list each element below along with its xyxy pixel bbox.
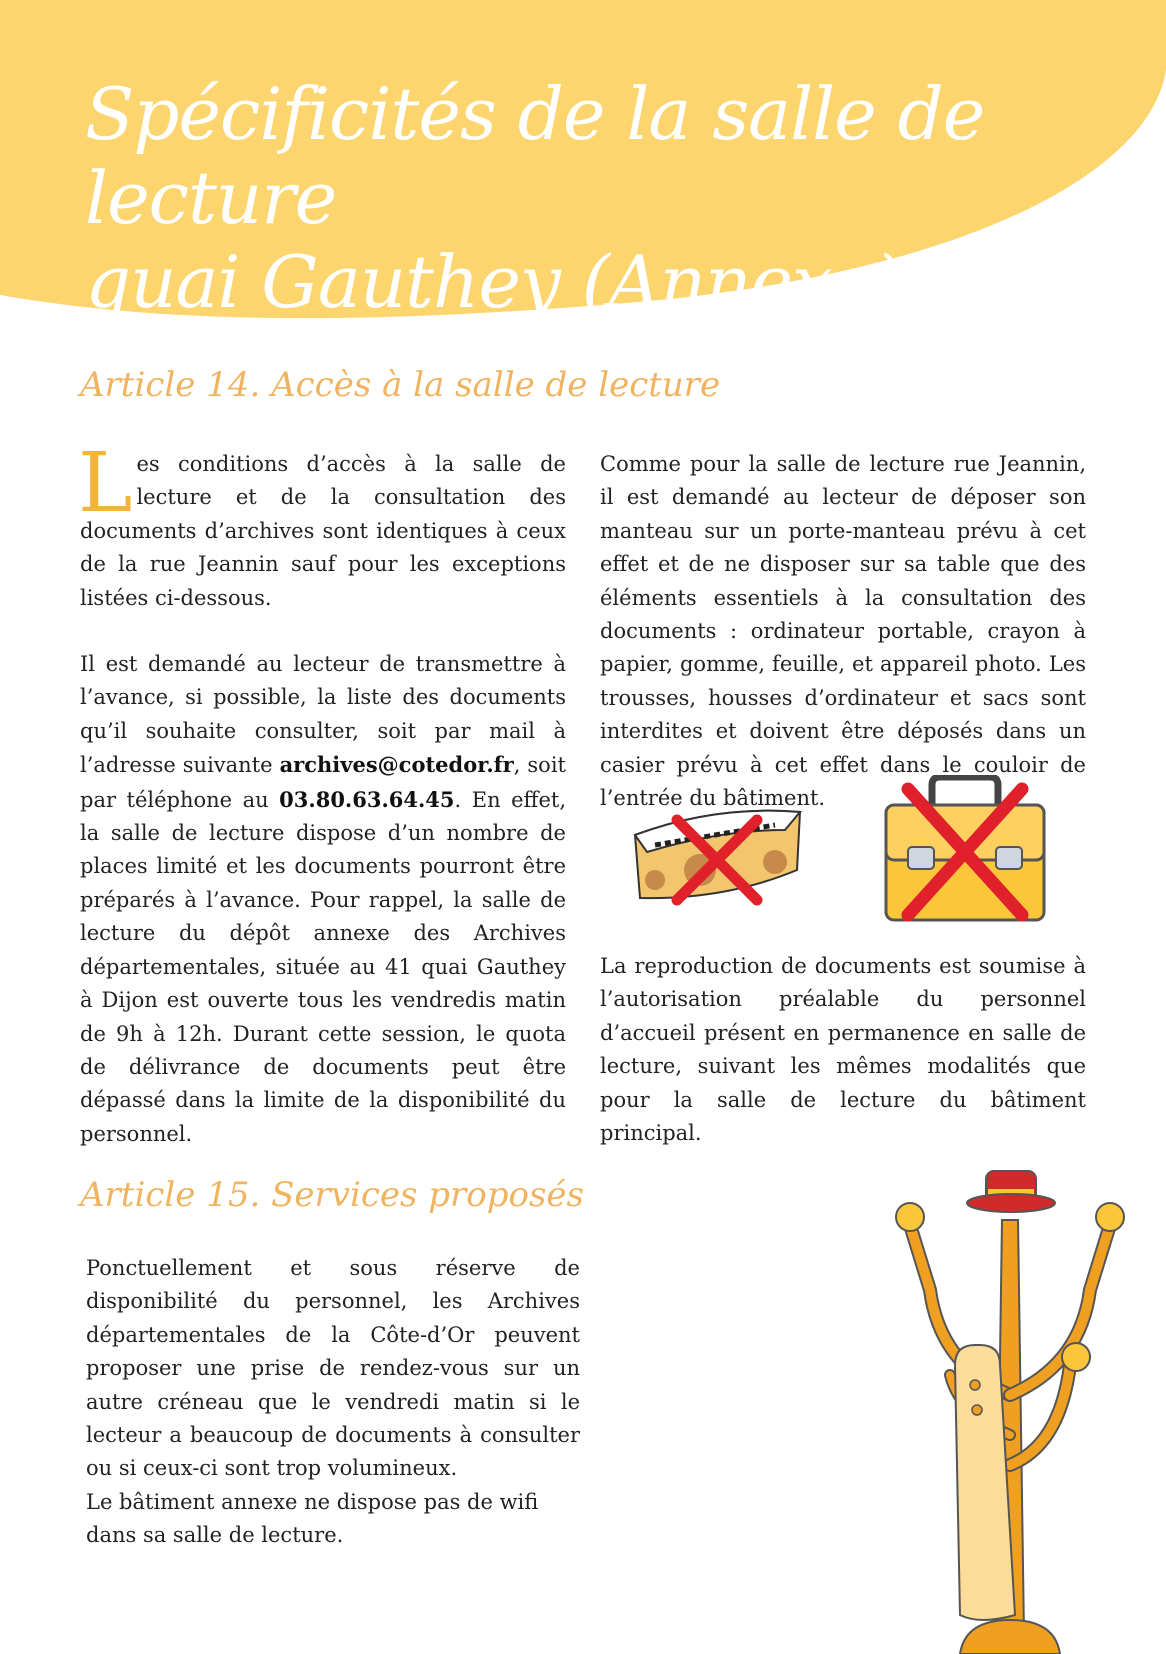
article-15-title: Article 15. Services proposés (80, 1175, 584, 1215)
title-line-2: quai Gauthey (Annexe) (85, 240, 901, 324)
article-15-paragraph-1: Ponctuellement et sous réserve de disponibilité du personnel, les Archives départementales de la Côte-d’Or peuvent proposer une prise de rendez-vous sur un autre créneau que le vendredi matin si le lecteur a beaucoup de documents à consulter ou si ceux-ci sont trop volumineux. (86, 1256, 580, 1481)
article-14-paragraph-2: Il est demandé au lecteur de transmettre à l’avance, si possible, la liste des documents qu’il souhaite consulter, soit par mail à l’adresse suivante archives@cotedor.fr, soit par téléphone au 03.80.63.64.45. En effet, la salle de lecture dispose d’un nombre de places limité et les documents pourront être préparés à l’avance. Pour rappel, la salle de lecture du dépôt annexe des Archives départementales, située au 41 quai Gauthey à Dijon est ouverte tous les vendredis matin de 9h à 12h. Durant cette session, le quota de délivrance de documents peut être dépassé dans la limite de la disponibilité du personnel. (80, 652, 566, 1146)
article-15-paragraph-2: Le bâtiment annexe ne dispose pas de wifi dans sa salle de lecture. (86, 1489, 539, 1548)
email-address: archives@cotedor.fr (279, 752, 514, 778)
article-14-title: Article 14. Accès à la salle de lecture (80, 365, 721, 405)
article-14-right-paragraph-2: La reproduction de documents est soumise à l’autorisation préalable du personnel d’accueil présent en permanence en salle de lecture, suivant les mêmes modalités que pour la salle de lecture du bâtiment principal. (600, 954, 1086, 1146)
drop-cap: L (78, 436, 133, 531)
article-14-right-paragraph-1: Comme pour la salle de lecture rue Jeannin, il est demandé au lecteur de déposer son manteau sur un porte-manteau prévu à cet effet et de ne disposer sur sa table que des éléments essentiels à la consultation des documents : ordinateur portable, crayon à papier, gomme, feuille, et appareil photo. Les trousses, housses d’ordinateur et sacs sont interdites et doivent être déposés dans un casier prévu à cet effet dans le couloir de l’entrée du bâtiment. (600, 452, 1086, 811)
coat-rack-icon (880, 1165, 1140, 1654)
forbidden-briefcase-icon (880, 775, 1050, 925)
article-14-paragraph-1: Les conditions d’accès à la salle de lecture et de la consultation des documents d’archives sont identiques à ceux de la rue Jeannin sauf pour les exceptions listées ci-dessous. (78, 436, 566, 610)
title-line-1: Spécificités de la salle de lecture (85, 72, 985, 240)
forbidden-pencil-case-icon (625, 800, 805, 910)
article-15-column (86, 1252, 580, 1553)
phone-number: 03.80.63.64.45 (279, 786, 455, 812)
article-14-right-column (600, 448, 1086, 815)
article-14-left-column (78, 436, 566, 1151)
page-title (85, 72, 1145, 324)
article-14-right-paragraph-2-block (600, 950, 1086, 1150)
